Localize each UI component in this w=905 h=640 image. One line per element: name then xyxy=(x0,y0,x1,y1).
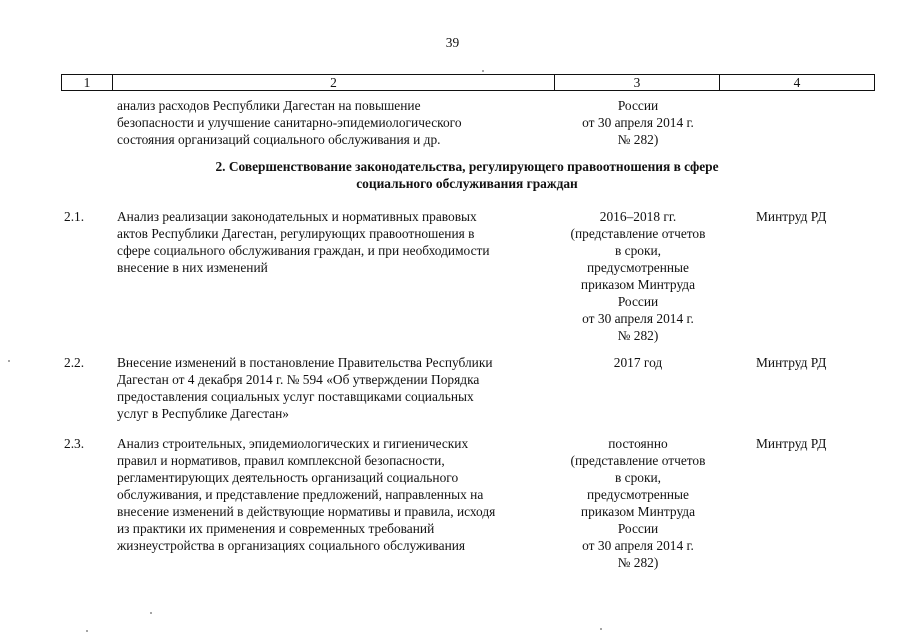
description-line: Внесение изменений в постановление Правительства Республики xyxy=(117,355,493,370)
scan-speck xyxy=(8,360,10,362)
scan-speck xyxy=(86,630,88,632)
term-line: от 30 апреля 2014 г. xyxy=(582,115,694,130)
column-number-1: 1 xyxy=(62,75,113,90)
page-number: 39 xyxy=(445,35,460,50)
term-line: России xyxy=(617,294,659,309)
description-line: анализ расходов Республики Дагестан на повышение xyxy=(117,98,421,113)
term-line: предусмотренные xyxy=(587,260,689,275)
section-title-line: 2. Совершенствование законодательства, регулирующего правоотношения в сфере xyxy=(215,159,719,174)
row-description xyxy=(117,354,548,422)
column-number-4: 4 xyxy=(793,75,801,90)
row-description xyxy=(117,208,548,276)
row-description xyxy=(117,435,548,554)
row-responsible: Минтруд РД xyxy=(756,209,827,224)
term-line: № 282) xyxy=(617,555,659,570)
term-line: от 30 апреля 2014 г. xyxy=(582,311,694,326)
description-line: регламентирующих деятельность организаций социального xyxy=(117,470,459,485)
scan-speck xyxy=(482,70,484,72)
term-line: России xyxy=(617,98,659,113)
column-number-header xyxy=(61,74,875,91)
continuation-description xyxy=(117,97,548,148)
term-line: постоянно xyxy=(608,436,668,451)
term-line: № 282) xyxy=(617,132,659,147)
section-title-line: социального обслуживания граждан xyxy=(356,176,578,191)
description-line: Анализ реализации законодательных и нормативных правовых xyxy=(117,209,477,224)
term-line: 2017 год xyxy=(613,355,663,370)
row-responsible: Минтруд РД xyxy=(756,436,827,451)
row-number: 2.1. xyxy=(64,209,85,224)
term-line: (представление отчетов xyxy=(570,226,706,241)
term-line: в сроки, xyxy=(614,243,662,258)
row-number: 2.3. xyxy=(64,436,85,451)
description-line: жизнеустройства в организациях социального обслуживания xyxy=(117,538,466,553)
description-line: правил и нормативов, правил комплексной безопасности, xyxy=(117,453,445,468)
column-number-2: 2 xyxy=(113,75,555,90)
row-number: 2.2. xyxy=(64,355,85,370)
term-line: приказом Минтруда xyxy=(580,504,696,519)
row-term xyxy=(555,354,721,371)
description-line: внесение изменений в действующие нормативы и правила, исходя xyxy=(117,504,496,519)
term-line: предусмотренные xyxy=(587,487,689,502)
description-line: внесение в них изменений xyxy=(117,260,268,275)
description-line: обслуживания, и представление предложений, направленных на xyxy=(117,487,484,502)
term-line: 2016–2018 гг. xyxy=(599,209,677,224)
term-line: (представление отчетов xyxy=(570,453,706,468)
row-term xyxy=(555,208,721,344)
term-line: приказом Минтруда xyxy=(580,277,696,292)
term-line: в сроки, xyxy=(614,470,662,485)
row-term xyxy=(555,435,721,571)
description-line: предоставления социальных услуг поставщиками социальных xyxy=(117,389,474,404)
description-line: из практики их применения и современных требований xyxy=(117,521,435,536)
term-line: № 282) xyxy=(617,328,659,343)
description-line: актов Республики Дагестан, регулирующих правоотношения в xyxy=(117,226,475,241)
row-responsible: Минтруд РД xyxy=(756,355,827,370)
description-line: состояния организаций социального обслуживания и др. xyxy=(117,132,441,147)
description-line: Анализ строительных, эпидемиологических и гигиенических xyxy=(117,436,469,451)
term-line: России xyxy=(617,521,659,536)
scan-speck xyxy=(600,628,602,630)
description-line: сфере социального обслуживания граждан, и при необходимости xyxy=(117,243,490,258)
section-title xyxy=(117,158,817,192)
description-line: безопасности и улучшение санитарно-эпидемиологического xyxy=(117,115,462,130)
description-line: Дагестан от 4 декабря 2014 г. № 594 «Об утверждении Порядка xyxy=(117,372,480,387)
continuation-term xyxy=(555,97,721,148)
column-number-3: 3 xyxy=(555,75,720,90)
term-line: от 30 апреля 2014 г. xyxy=(582,538,694,553)
scan-speck xyxy=(150,612,152,614)
description-line: услуг в Республике Дагестан» xyxy=(117,406,289,421)
